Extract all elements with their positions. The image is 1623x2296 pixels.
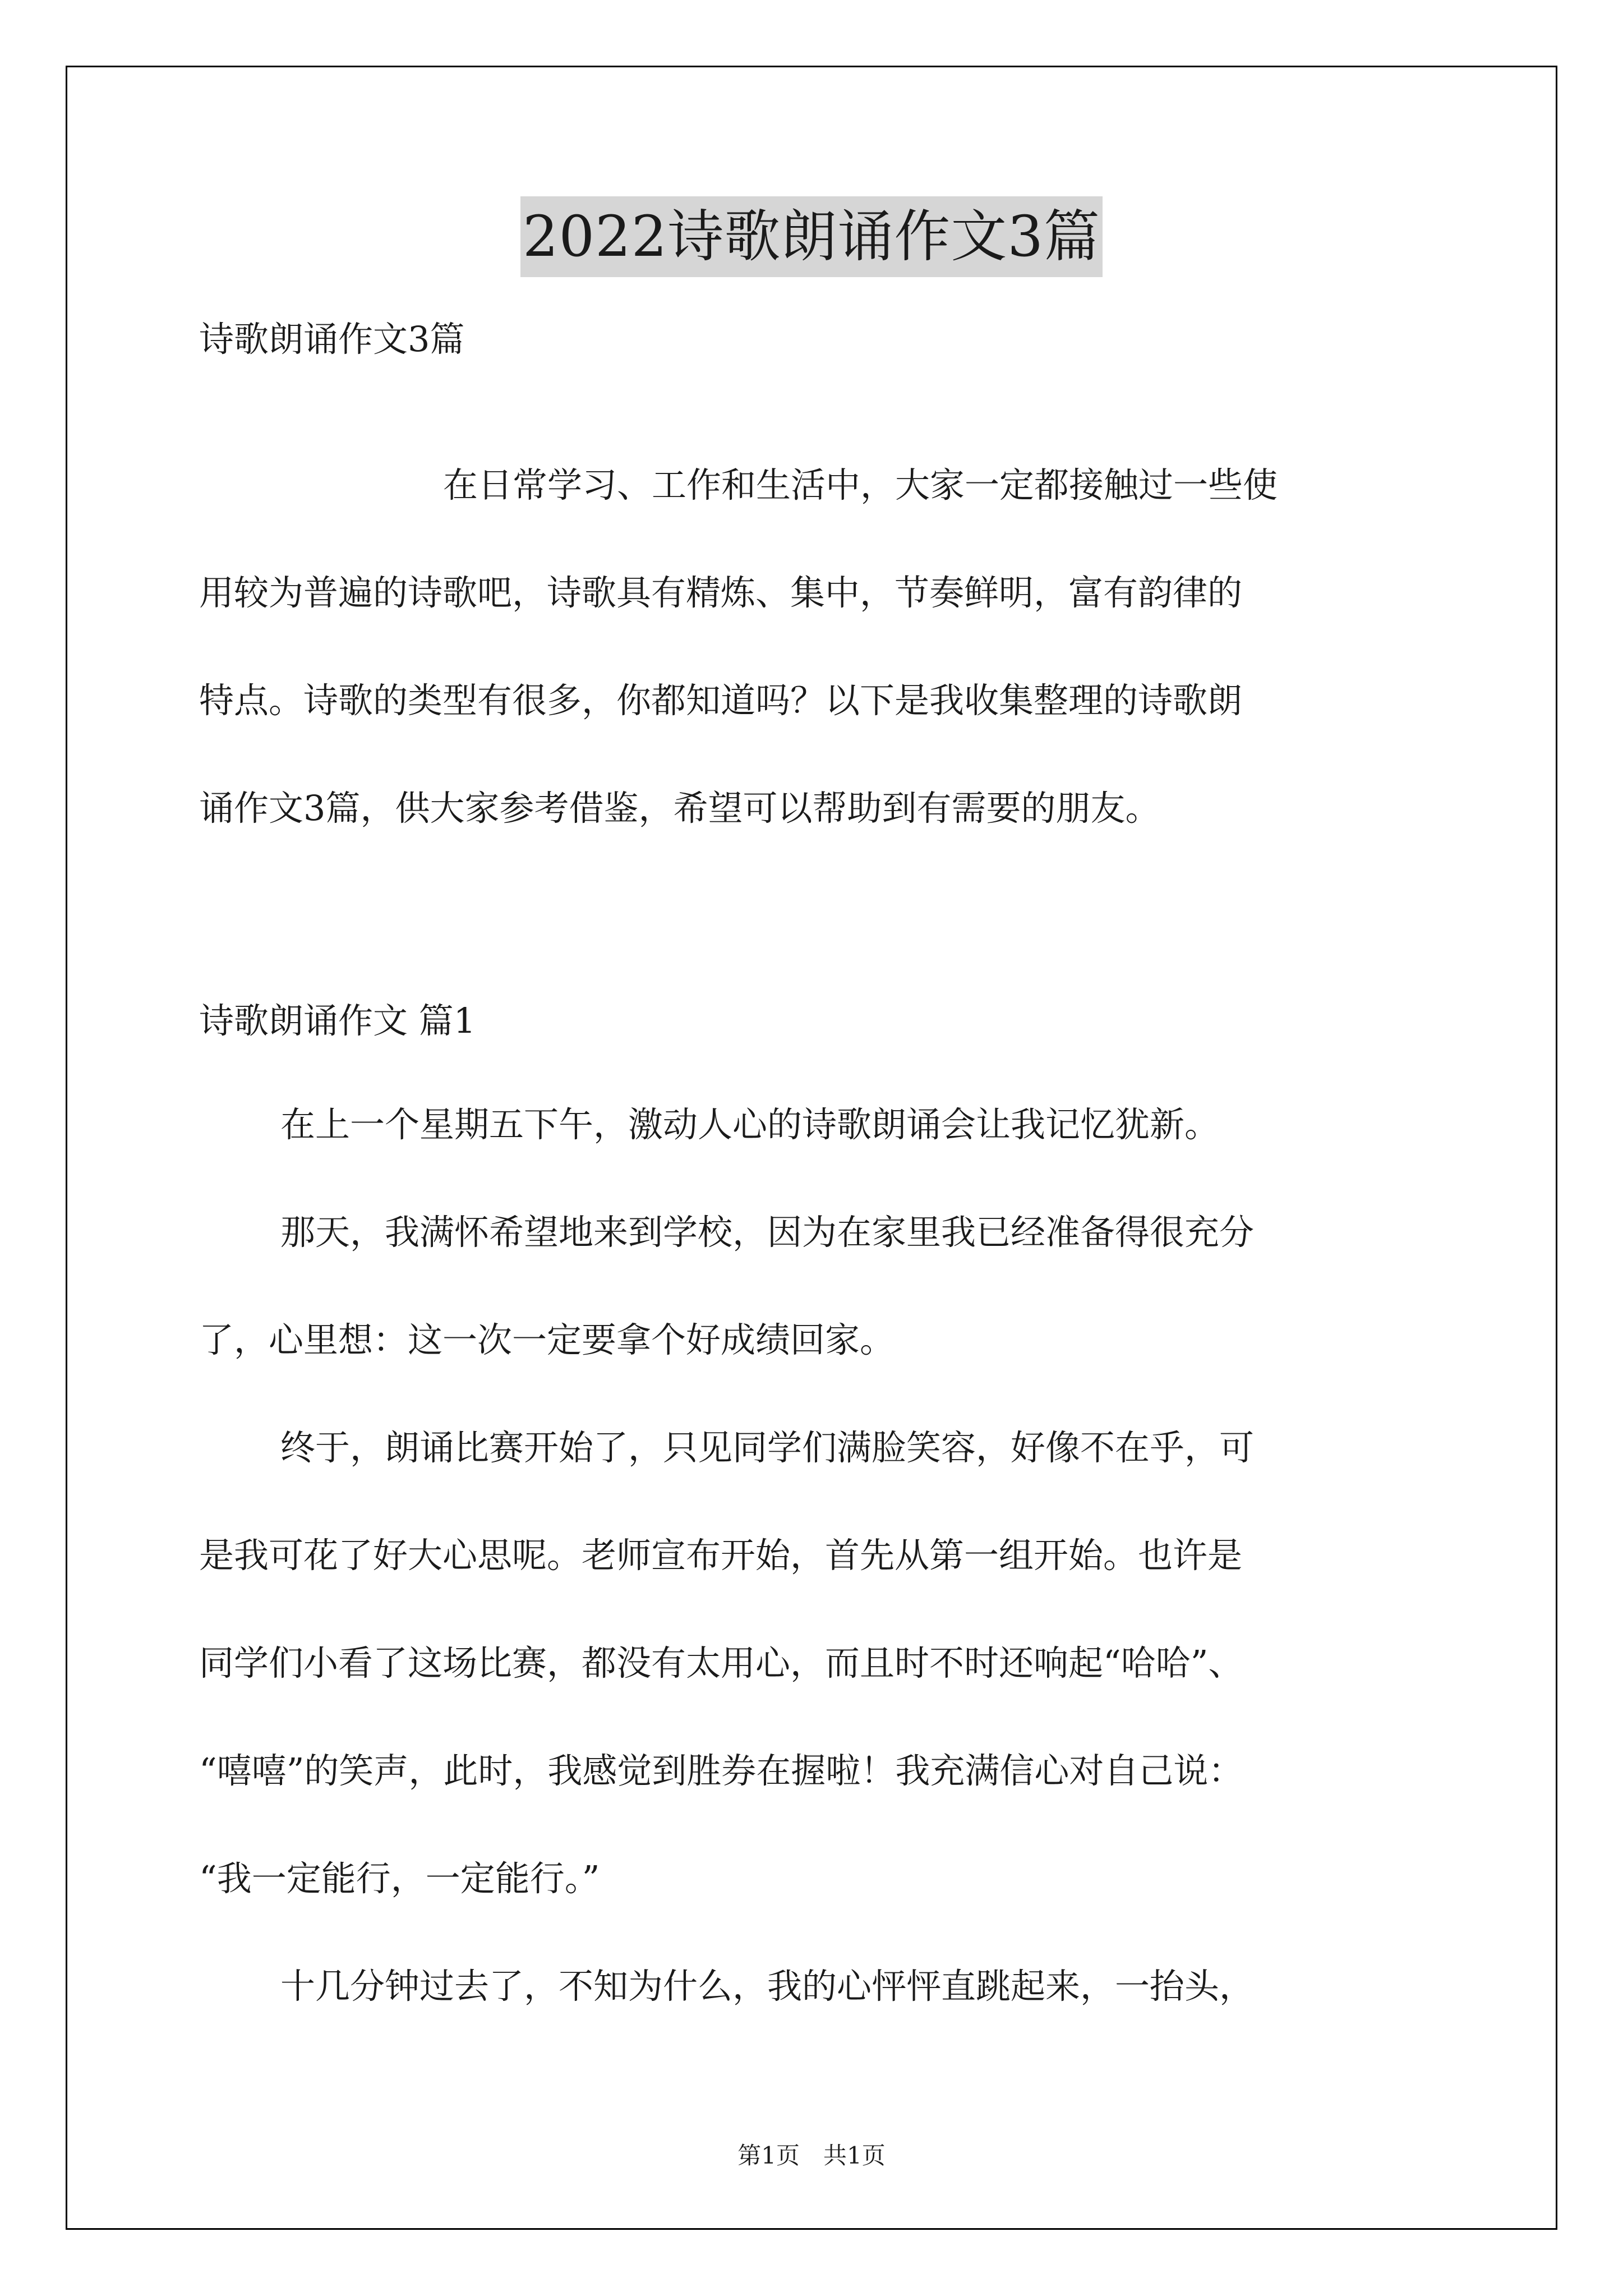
body-line: “我一定能行，一定能行。” — [199, 1858, 600, 1899]
body-line: “嘻嘻”的笑声，此时，我感觉到胜券在握啦！我充满信心对自己说： — [199, 1750, 1243, 1791]
intro-line: 用较为普遍的诗歌吧，诗歌具有精炼、集中，节奏鲜明，富有韵律的 — [199, 572, 1243, 613]
intro-line: 在日常学习、工作和生活中，大家一定都接触过一些使 — [443, 464, 1278, 505]
body-line: 那天，我满怀希望地来到学校，因为在家里我已经准备得很充分 — [280, 1212, 1255, 1253]
document-subtitle: 诗歌朗诵作文3篇 — [199, 319, 465, 360]
body-line: 终于，朗诵比赛开始了，只见同学们满脸笑容，好像不在乎，可 — [280, 1427, 1255, 1468]
intro-line: 特点。诗歌的类型有很多，你都知道吗？以下是我收集整理的诗歌朗 — [199, 680, 1243, 721]
body-line: 是我可花了好大心思呢。老师宣布开始，首先从第一组开始。也许是 — [199, 1535, 1243, 1576]
title-container — [0, 196, 1623, 277]
section-heading: 诗歌朗诵作文 篇1 — [199, 1000, 476, 1041]
page-footer: 第1页 共1页 — [737, 2142, 886, 2169]
page-border — [66, 66, 1557, 2230]
document-title: 2022诗歌朗诵作文3篇 — [520, 196, 1103, 277]
body-line: 同学们小看了这场比赛，都没有太用心，而且时不时还响起“哈哈”、 — [199, 1642, 1243, 1683]
intro-line: 诵作文3篇，供大家参考借鉴，希望可以帮助到有需要的朋友。 — [199, 788, 1160, 829]
body-line: 在上一个星期五下午，激动人心的诗歌朗诵会让我记忆犹新。 — [280, 1104, 1220, 1145]
body-line: 十几分钟过去了，不知为什么，我的心怦怦直跳起来，一抬头， — [280, 1966, 1255, 2007]
body-line: 了，心里想：这一次一定要拿个好成绩回家。 — [199, 1319, 895, 1360]
